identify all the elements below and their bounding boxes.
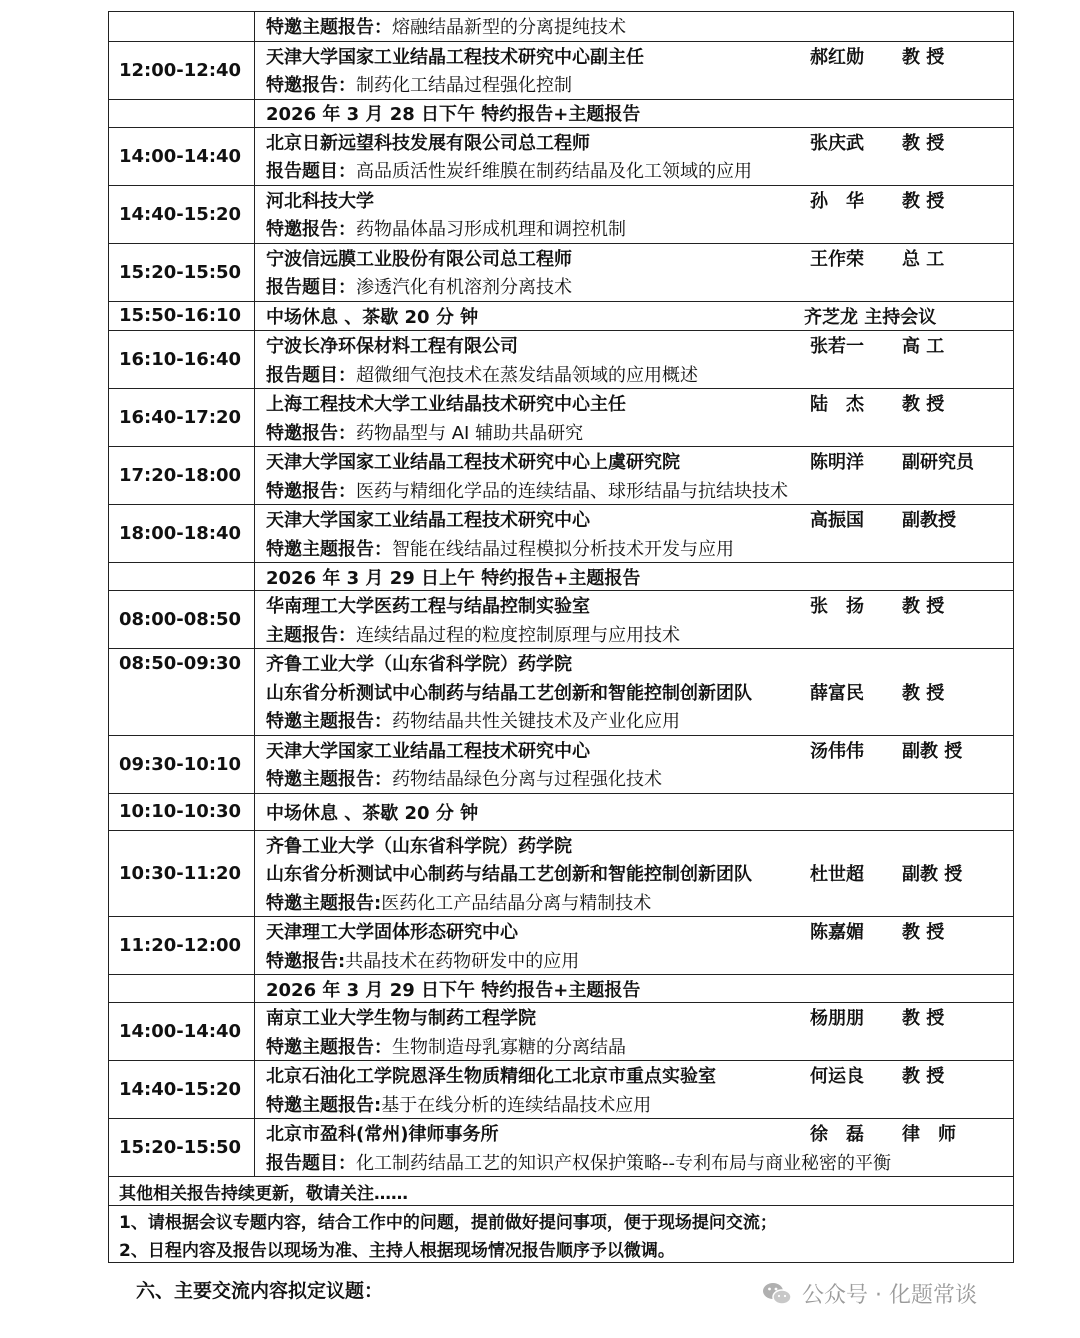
report-topic: 药物晶体晶习形成机理和调控机制	[356, 219, 626, 241]
talk-line	[266, 244, 1013, 273]
table-row	[109, 917, 1014, 975]
report-topic: 熔融结晶新型的分离提纯技术	[392, 17, 626, 39]
time-cell: 10:10-10:30	[109, 793, 255, 830]
speaker-name: 徐 磊	[810, 1124, 864, 1146]
talk-cell	[255, 243, 1014, 301]
talk-line	[266, 156, 1013, 185]
talk-line	[266, 186, 1013, 215]
talk-cell	[255, 591, 1014, 649]
speaker-title: 教 授	[902, 682, 945, 704]
table-row	[109, 447, 1014, 505]
talk-line	[266, 418, 1013, 447]
speaker-affiliation: 齐鲁工业大学（山东省科学院）药学院	[266, 654, 572, 676]
table-row	[109, 185, 1014, 243]
talk-cell	[255, 735, 1014, 793]
speaker-name: 薛富民	[810, 682, 864, 704]
report-kind: 报告题目：	[266, 277, 356, 299]
report-topic: 药物结晶绿色分离与过程强化技术	[392, 769, 662, 791]
day-header-cell	[255, 99, 1014, 127]
speaker-affiliation: 山东省分析测试中心制药与结晶工艺创新和智能控制创新团队	[266, 864, 752, 886]
talk-line	[266, 888, 1013, 917]
report-kind: 主题报告：	[266, 624, 356, 646]
time-cell	[109, 99, 255, 127]
speaker-affiliation: 华南理工大学医药工程与结晶控制实验室	[266, 596, 590, 618]
report-topic: 生物制造母乳寡糖的分离结晶	[392, 1036, 626, 1058]
section-title: 六、主要交流内容拟定议题：	[136, 1280, 384, 1302]
break-cell	[255, 301, 1014, 331]
table-row	[109, 1061, 1014, 1119]
speaker-title: 教 授	[902, 1066, 945, 1088]
talk-line	[266, 534, 1013, 563]
time-cell	[109, 12, 255, 42]
speaker-name: 孙 华	[810, 190, 864, 212]
table-row	[109, 389, 1014, 447]
talk-line	[266, 917, 1013, 946]
time-cell: 11:20-12:00	[109, 917, 255, 975]
speaker-name: 陆 杰	[810, 394, 864, 416]
time-cell: 14:40-15:20	[109, 1061, 255, 1119]
report-kind: 特邀主题报告:	[266, 1094, 382, 1116]
report-topic: 高品质活性炭纤维膜在制药结晶及化工领域的应用	[356, 161, 752, 183]
speaker-affiliation: 北京石油化工学院恩泽生物质精细化工北京市重点实验室	[266, 1066, 716, 1088]
report-kind: 报告题目：	[266, 161, 356, 183]
report-kind: 特邀主题报告:	[266, 892, 382, 914]
report-topic: 超微细气泡技术在蒸发结晶领域的应用概述	[356, 364, 698, 386]
break-text: 中场休息 、茶歇 20 分 钟	[266, 306, 479, 328]
talk-cell	[255, 389, 1014, 447]
talk-line	[266, 476, 1013, 505]
report-kind: 特邀报告：	[266, 219, 356, 241]
time-cell: 17:20-18:00	[109, 447, 255, 505]
talk-line	[266, 70, 1013, 99]
talk-cell	[255, 12, 1014, 42]
speaker-affiliation: 齐鲁工业大学（山东省科学院）药学院	[266, 835, 572, 857]
talk-line	[266, 1032, 1013, 1061]
speaker-affiliation: 上海工程技术大学工业结晶技术研究中心主任	[266, 394, 626, 416]
host-text: 齐芝龙 主持会议	[804, 306, 937, 328]
day-header: 2026 年 3 月 29 日下午 特约报告+主题报告	[266, 979, 641, 1001]
speaker-name: 张庆武	[810, 132, 864, 154]
speaker-affiliation: 宁波信远膜工业股份有限公司总工程师	[266, 248, 572, 270]
time-cell: 14:00-14:40	[109, 1003, 255, 1061]
report-kind: 特邀报告：	[266, 75, 356, 97]
report-topic: 渗透汽化有机溶剂分离技术	[356, 277, 572, 299]
talk-line	[266, 1061, 1013, 1090]
speaker-affiliation: 天津大学国家工业结晶工程技术研究中心副主任	[266, 46, 644, 68]
report-kind: 报告题目：	[266, 364, 356, 386]
report-kind: 特邀报告：	[266, 480, 356, 502]
speaker-title: 律 师	[902, 1124, 956, 1146]
talk-cell	[255, 917, 1014, 975]
table-row	[109, 793, 1014, 830]
time-cell: 15:50-16:10	[109, 301, 255, 331]
talk-line	[266, 1119, 1013, 1148]
talk-line	[266, 1090, 1013, 1119]
time-cell: 08:50-09:30	[109, 649, 255, 736]
talk-line	[266, 505, 1013, 534]
report-topic: 智能在线结晶过程模拟分析技术开发与应用	[392, 538, 734, 560]
speaker-affiliation: 北京日新远望科技发展有限公司总工程师	[266, 132, 590, 154]
talk-line	[266, 272, 1013, 301]
day-header: 2026 年 3 月 28 日下午 特约报告+主题报告	[266, 104, 641, 125]
table-row	[109, 830, 1014, 917]
speaker-name: 张若一	[810, 336, 864, 358]
time-cell: 12:00-12:40	[109, 41, 255, 99]
report-kind: 特邀报告:	[266, 950, 346, 972]
speaker-title: 副教 授	[902, 864, 963, 886]
break-line	[266, 794, 1013, 830]
speaker-title: 教 授	[902, 46, 945, 68]
table-row	[109, 591, 1014, 649]
speaker-name: 汤伟伟	[810, 740, 864, 762]
break-cell	[255, 793, 1014, 830]
report-topic: 化工制药结晶工艺的知识产权保护策略--专利布局与商业秘密的平衡	[356, 1152, 891, 1174]
report-topic: 医药化工产品结晶分离与精制技术	[381, 892, 652, 914]
break-line	[266, 302, 1013, 331]
time-cell	[109, 563, 255, 591]
speaker-title: 教 授	[902, 1008, 945, 1030]
speaker-affiliation: 天津大学国家工业结晶工程技术研究中心	[266, 740, 590, 762]
talk-line	[266, 591, 1013, 620]
table-row	[109, 735, 1014, 793]
talk-cell	[255, 447, 1014, 505]
speaker-name: 陈嘉媚	[810, 922, 864, 944]
speaker-title: 副研究员	[902, 452, 974, 474]
time-cell: 16:10-16:40	[109, 331, 255, 389]
table-row	[109, 41, 1014, 99]
speaker-affiliation: 北京市盈科(常州)律师事务所	[266, 1124, 499, 1146]
report-kind: 特邀报告：	[266, 422, 356, 444]
talk-line	[266, 389, 1013, 418]
watermark-text: 公众号 · 化题常谈	[802, 1283, 977, 1308]
speaker-name: 王作荣	[810, 248, 864, 270]
talk-cell	[255, 1119, 1014, 1177]
watermark	[762, 1278, 977, 1309]
more-notice: 其他相关报告持续更新，敬请关注……	[119, 1183, 408, 1204]
speaker-title: 教 授	[902, 132, 945, 154]
talk-cell	[255, 649, 1014, 736]
speaker-title: 教 授	[902, 190, 945, 212]
talk-line	[266, 42, 1013, 71]
talk-cell	[255, 1003, 1014, 1061]
table-row	[109, 1119, 1014, 1177]
time-cell: 18:00-18:40	[109, 505, 255, 563]
speaker-title: 教 授	[902, 922, 945, 944]
talk-line	[266, 620, 1013, 649]
speaker-name: 陈明洋	[810, 452, 864, 474]
report-topic: 基于在线分析的连续结晶技术应用	[381, 1094, 652, 1116]
speaker-affiliation: 山东省分析测试中心制药与结晶工艺创新和智能控制创新团队	[266, 682, 752, 704]
talk-line	[266, 736, 1013, 765]
talk-cell	[255, 505, 1014, 563]
talk-cell	[255, 127, 1014, 185]
speaker-name: 高振国	[810, 510, 864, 532]
table-row	[109, 301, 1014, 331]
day-header-cell	[255, 975, 1014, 1003]
day-header: 2026 年 3 月 29 日上午 特约报告+主题报告	[266, 567, 641, 589]
time-cell: 16:40-17:20	[109, 389, 255, 447]
report-kind: 报告题目：	[266, 1152, 356, 1174]
table-row	[109, 505, 1014, 563]
speaker-title: 教 授	[902, 394, 945, 416]
speaker-name: 张 扬	[810, 596, 864, 618]
talk-line	[266, 946, 1013, 975]
table-row	[109, 331, 1014, 389]
report-topic: 医药与精细化学品的连续结晶、球形结晶与抗结块技术	[356, 480, 788, 502]
report-topic: 制药化工结晶过程强化控制	[356, 75, 572, 97]
report-topic: 药物结晶共性关键技术及产业化应用	[392, 711, 680, 733]
time-cell	[109, 975, 255, 1003]
speaker-title: 高 工	[902, 336, 945, 358]
time-cell: 15:20-15:50	[109, 1119, 255, 1177]
notes-row	[109, 1177, 1014, 1206]
talk-line	[266, 360, 1013, 389]
speaker-name: 杨朋朋	[810, 1008, 864, 1030]
talk-cell	[255, 331, 1014, 389]
talk-line	[266, 12, 1013, 41]
table-row	[109, 975, 1014, 1003]
table-row	[109, 563, 1014, 591]
talk-line	[266, 331, 1013, 360]
speaker-name: 何运良	[810, 1066, 864, 1088]
time-cell: 09:30-10:10	[109, 735, 255, 793]
table-row	[109, 99, 1014, 127]
time-cell: 14:00-14:40	[109, 127, 255, 185]
speaker-title: 教 授	[902, 596, 945, 618]
speaker-name: 郝红勋	[810, 46, 864, 68]
table-row	[109, 243, 1014, 301]
talk-line	[266, 831, 1013, 860]
talk-line	[266, 214, 1013, 243]
time-cell: 14:40-15:20	[109, 185, 255, 243]
note-2: 2、日程内容及报告以现场为准、主持人根据现场情况报告顺序予以微调。	[119, 1240, 675, 1261]
talk-cell	[255, 41, 1014, 99]
report-topic: 连续结晶过程的粒度控制原理与应用技术	[356, 624, 680, 646]
talk-cell	[255, 185, 1014, 243]
report-kind: 特邀主题报告：	[266, 769, 392, 791]
speaker-affiliation: 天津大学国家工业结晶工程技术研究中心	[266, 510, 590, 532]
note-1: 1、请根据会议专题内容，结合工作中的问题，提前做好提问事项，便于现场提问交流；	[119, 1212, 777, 1233]
speaker-affiliation: 宁波长净环保材料工程有限公司	[266, 336, 518, 358]
speaker-affiliation: 天津大学国家工业结晶工程技术研究中心上虞研究院	[266, 452, 680, 474]
talk-line	[266, 678, 1013, 707]
report-kind: 特邀主题报告：	[266, 17, 392, 39]
report-kind: 特邀主题报告：	[266, 538, 392, 560]
more-cell	[109, 1177, 1014, 1206]
talk-line	[266, 447, 1013, 476]
talk-cell	[255, 1061, 1014, 1119]
wechat-icon	[762, 1281, 792, 1307]
time-cell: 15:20-15:50	[109, 243, 255, 301]
day-header-cell	[255, 563, 1014, 591]
report-topic: 药物晶型与 AI 辅助共晶研究	[356, 422, 584, 444]
speaker-title: 总 工	[902, 248, 945, 270]
talk-line	[266, 706, 1013, 735]
talk-line	[266, 1003, 1013, 1032]
time-cell: 10:30-11:20	[109, 830, 255, 917]
time-cell: 08:00-08:50	[109, 591, 255, 649]
report-kind: 特邀主题报告：	[266, 1036, 392, 1058]
talk-line	[266, 649, 1013, 678]
speaker-title: 副教 授	[902, 740, 963, 762]
speaker-name: 杜世超	[810, 864, 864, 886]
speaker-affiliation: 南京工业大学生物与制药工程学院	[266, 1008, 536, 1030]
table-row	[109, 12, 1014, 42]
notes-row	[109, 1206, 1014, 1263]
talk-line	[266, 128, 1013, 157]
notes-cell	[109, 1206, 1014, 1263]
table-row	[109, 1003, 1014, 1061]
talk-line	[266, 859, 1013, 888]
talk-cell	[255, 830, 1014, 917]
speaker-affiliation: 天津理工大学固体形态研究中心	[266, 922, 518, 944]
table-row	[109, 649, 1014, 736]
break-text: 中场休息 、茶歇 20 分 钟	[266, 802, 479, 824]
report-topic: 共晶技术在药物研发中的应用	[345, 950, 580, 972]
talk-line	[266, 764, 1013, 793]
report-kind: 特邀主题报告：	[266, 711, 392, 733]
speaker-affiliation: 河北科技大学	[266, 190, 374, 212]
schedule-table	[108, 11, 1014, 1263]
table-row	[109, 127, 1014, 185]
talk-line	[266, 1148, 1013, 1177]
speaker-title: 副教授	[902, 510, 956, 532]
